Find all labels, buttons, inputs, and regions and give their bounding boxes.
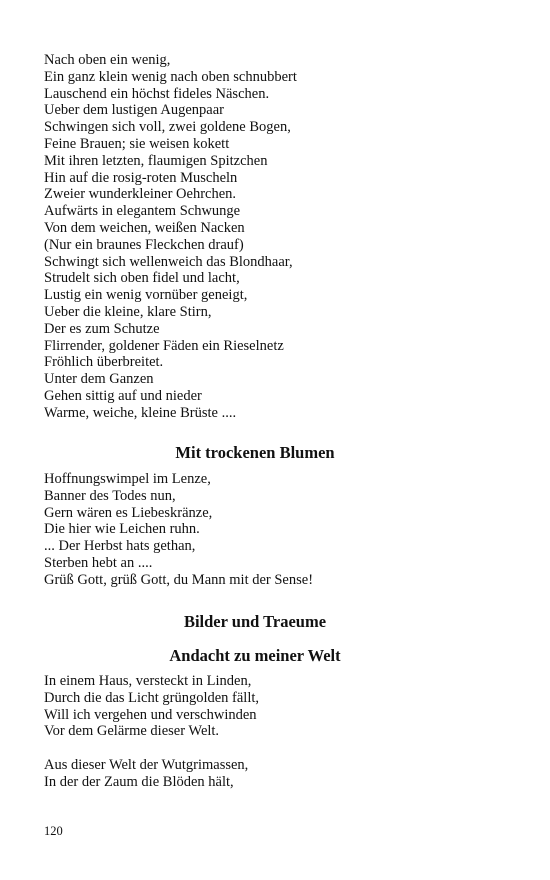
poem-line: Strudelt sich oben fidel und lacht, (44, 270, 240, 287)
poem-line: Hoffnungswimpel im Lenze, (44, 471, 211, 487)
poem-line: Aufwärts in elegantem Schwunge (44, 203, 241, 220)
poem-line: Durch die das Licht grüngolden fällt, (44, 689, 260, 706)
poem-line: Warme, weiche, kleine Brüste .... (44, 404, 237, 421)
poem-line: Unter dem Ganzen (44, 371, 154, 388)
poem-line: Feine Brauen; sie weisen kokett (44, 135, 230, 152)
poem-andacht-stanza-1 (44, 673, 514, 740)
poem-line: Lauschend ein höchst fideles Näschen. (44, 85, 270, 102)
poem-line: Aus dieser Welt der Wutgrimassen, (44, 757, 249, 773)
poem-title: Mit trockenen Blumen (175, 443, 335, 462)
poem-line: Hin auf die rosig-roten Muscheln (44, 169, 238, 186)
poem-continued (44, 52, 514, 422)
poem-line: Sterben hebt an .... (44, 554, 153, 571)
poem-line: Mit ihren letzten, flaumigen Spitzchen (44, 152, 268, 169)
poem-line: In der der Zaum die Blöden hält, (44, 773, 234, 790)
poem-line: Der es zum Schutze (44, 320, 160, 337)
poem-line: Die hier wie Leichen ruhn. (44, 521, 200, 538)
poem-line: (Nur ein braunes Fleckchen drauf) (44, 236, 244, 253)
poem-title: Andacht zu meiner Welt (169, 646, 341, 665)
poem-line: In einem Haus, versteckt in Linden, (44, 673, 252, 689)
poem-line: Grüß Gott, grüß Gott, du Mann mit der Sense! (44, 571, 314, 588)
poem-line: Ein ganz klein wenig nach oben schnubbert (44, 68, 297, 85)
poem-line: Banner des Todes nun, (44, 487, 176, 504)
poem-line: Zweier wunderkleiner Oehrchen. (44, 186, 237, 203)
poem-line: Schwingen sich voll, zwei goldene Bogen, (44, 119, 291, 136)
poem-line: Vor dem Gelärme dieser Welt. (44, 723, 220, 740)
poem-line: Fröhlich überbreitet. (44, 354, 164, 371)
poem-line: Will ich vergehen und verschwinden (44, 706, 257, 723)
section-title: Bilder und Traeume (183, 612, 327, 631)
poem-line: Schwingt sich wellenweich das Blondhaar, (44, 253, 293, 270)
poem-line: Gern wären es Liebeskränze, (44, 504, 213, 521)
poem-line: Ueber dem lustigen Augenpaar (44, 102, 224, 119)
poem-line: Ueber die kleine, klare Stirn, (44, 303, 212, 320)
poem-line: Lustig ein wenig vornüber geneigt, (44, 287, 248, 304)
page-number: 120 (44, 824, 63, 838)
poem-line: Flirrender, goldener Fäden ein Rieselnetz (44, 337, 284, 354)
poem-line: Gehen sittig auf und nieder (44, 387, 202, 404)
poem-line: ... Der Herbst hats gethan, (44, 538, 196, 555)
poem-andacht-stanza-2 (44, 757, 514, 791)
poem-trockene-blumen (44, 471, 514, 589)
poem-line: Nach oben ein wenig, (44, 52, 171, 68)
poem-line: Von dem weichen, weißen Nacken (44, 219, 245, 236)
